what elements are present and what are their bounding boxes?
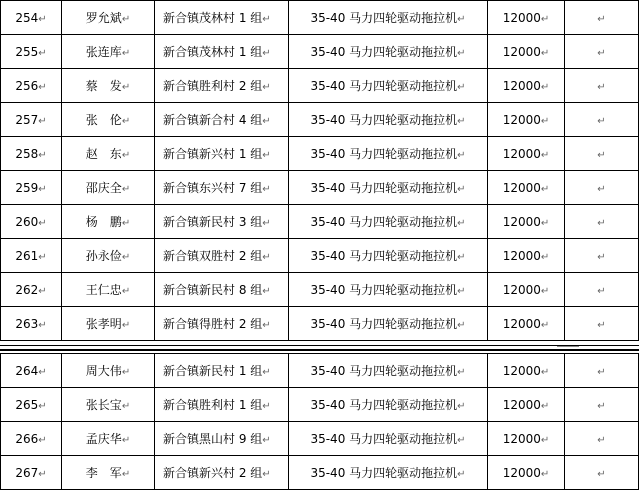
- cell-address-text: 新合镇新民村 1 组: [163, 364, 263, 378]
- cell-address: [155, 103, 289, 137]
- paragraph-mark-icon: ↵: [457, 82, 466, 93]
- table-row: [1, 273, 639, 307]
- paragraph-mark-icon: ↵: [121, 286, 131, 297]
- cell-number: [1, 456, 62, 490]
- cell-machine-text: 35-40 马力四轮驱动拖拉机: [310, 11, 458, 25]
- table-row: [1, 422, 639, 456]
- paragraph-mark-icon: ↵: [121, 401, 131, 412]
- paragraph-mark-icon: ↵: [38, 285, 47, 297]
- cell-note: [565, 307, 639, 341]
- cell-address-text: 新合镇胜利村 1 组: [163, 398, 263, 412]
- paragraph-mark-icon: ↵: [262, 435, 271, 446]
- cell-name: [62, 103, 155, 137]
- table-row: [1, 388, 639, 422]
- paragraph-mark-icon: ↵: [457, 184, 466, 195]
- paragraph-mark-icon: ↵: [121, 82, 131, 93]
- paragraph-mark-icon: ↵: [457, 116, 466, 127]
- paragraph-mark-icon: ↵: [457, 150, 466, 161]
- paragraph-mark-icon: ↵: [540, 81, 550, 93]
- paragraph-mark-icon: ↵: [262, 367, 271, 378]
- cell-address: [155, 137, 289, 171]
- cell-address-text: 新合镇新民村 8 组: [163, 283, 263, 297]
- cell-number: [1, 239, 62, 273]
- paragraph-mark-icon: ↵: [540, 13, 550, 25]
- cell-name-text: 张长宝: [85, 398, 122, 412]
- cell-name: [62, 35, 155, 69]
- cell-machine: [289, 205, 488, 239]
- cell-name: [62, 137, 155, 171]
- paragraph-mark-icon: ↵: [38, 366, 47, 378]
- paragraph-mark-icon: ↵: [38, 400, 47, 412]
- paragraph-mark-icon: ↵: [121, 469, 131, 480]
- cell-note: [565, 239, 639, 273]
- cell-machine-text: 35-40 马力四轮驱动拖拉机: [310, 113, 458, 127]
- paragraph-mark-icon: ↵: [121, 435, 131, 446]
- cell-note: [565, 103, 639, 137]
- cell-address-text: 新合镇茂林村 1 组: [163, 45, 263, 59]
- paragraph-mark-icon: ↵: [540, 251, 550, 263]
- cell-machine: [289, 171, 488, 205]
- cell-machine-text: 35-40 马力四轮驱动拖拉机: [310, 45, 458, 59]
- cell-number-text: 258: [15, 146, 39, 161]
- cell-name: [62, 205, 155, 239]
- table-row: [1, 456, 639, 490]
- cell-machine: [289, 35, 488, 69]
- separator-mark: [557, 346, 579, 350]
- paragraph-mark-icon: ↵: [540, 285, 550, 297]
- cell-number: [1, 422, 62, 456]
- cell-name: [62, 307, 155, 341]
- cell-machine-text: 35-40 马力四轮驱动拖拉机: [310, 364, 458, 378]
- cell-note: [565, 205, 639, 239]
- table-row: [1, 239, 639, 273]
- cell-address: [155, 1, 289, 35]
- cell-number: [1, 103, 62, 137]
- cell-machine-text: 35-40 马力四轮驱动拖拉机: [310, 317, 458, 331]
- cell-name-text: 杨 鹏: [85, 215, 122, 229]
- paragraph-mark-icon: ↵: [38, 47, 47, 59]
- paragraph-mark-icon: ↵: [597, 47, 606, 59]
- paragraph-mark-icon: ↵: [597, 149, 606, 161]
- cell-note: [565, 171, 639, 205]
- cell-number-text: 261: [15, 248, 39, 263]
- paragraph-mark-icon: ↵: [540, 400, 550, 412]
- subsidy-table-bottom: [0, 353, 639, 490]
- paragraph-mark-icon: ↵: [262, 252, 271, 263]
- paragraph-mark-icon: ↵: [597, 366, 606, 378]
- paragraph-mark-icon: ↵: [38, 115, 47, 127]
- cell-address: [155, 35, 289, 69]
- paragraph-mark-icon: ↵: [540, 468, 550, 480]
- cell-amount-text: 12000: [502, 465, 541, 480]
- cell-machine: [289, 137, 488, 171]
- cell-amount: [488, 354, 565, 388]
- cell-note: [565, 69, 639, 103]
- table-row: [1, 354, 639, 388]
- cell-address-text: 新合镇胜利村 2 组: [163, 79, 263, 93]
- table-row: [1, 103, 639, 137]
- paragraph-mark-icon: ↵: [121, 367, 131, 378]
- paragraph-mark-icon: ↵: [262, 82, 271, 93]
- cell-number-text: 263: [15, 316, 39, 331]
- cell-amount-text: 12000: [502, 431, 541, 446]
- paragraph-mark-icon: ↵: [262, 184, 271, 195]
- cell-amount: [488, 422, 565, 456]
- cell-machine: [289, 422, 488, 456]
- cell-name-text: 王仁忠: [85, 283, 122, 297]
- cell-machine: [289, 103, 488, 137]
- cell-amount: [488, 456, 565, 490]
- paragraph-mark-icon: ↵: [597, 468, 606, 480]
- cell-machine-text: 35-40 马力四轮驱动拖拉机: [310, 147, 458, 161]
- cell-amount: [488, 35, 565, 69]
- paragraph-mark-icon: ↵: [540, 183, 550, 195]
- cell-amount-text: 12000: [502, 44, 541, 59]
- paragraph-mark-icon: ↵: [540, 366, 550, 378]
- cell-number-text: 265: [15, 397, 39, 412]
- cell-number-text: 259: [15, 180, 39, 195]
- paragraph-mark-icon: ↵: [262, 150, 271, 161]
- cell-name-text: 赵 东: [85, 147, 122, 161]
- cell-machine: [289, 1, 488, 35]
- cell-note: [565, 1, 639, 35]
- cell-machine-text: 35-40 马力四轮驱动拖拉机: [310, 466, 458, 480]
- cell-number-text: 262: [15, 282, 39, 297]
- cell-name-text: 孟庆华: [85, 432, 122, 446]
- cell-address-text: 新合镇新兴村 2 组: [163, 466, 263, 480]
- paragraph-mark-icon: ↵: [121, 252, 131, 263]
- cell-address-text: 新合镇新民村 3 组: [163, 215, 263, 229]
- cell-number-text: 255: [15, 44, 39, 59]
- cell-number-text: 254: [15, 10, 39, 25]
- paragraph-mark-icon: ↵: [262, 286, 271, 297]
- cell-address-text: 新合镇新兴村 1 组: [163, 147, 263, 161]
- cell-name: [62, 69, 155, 103]
- cell-address: [155, 388, 289, 422]
- cell-number-text: 267: [15, 465, 39, 480]
- cell-name-text: 邵庆全: [85, 181, 122, 195]
- paragraph-mark-icon: ↵: [121, 48, 131, 59]
- cell-amount-text: 12000: [502, 78, 541, 93]
- cell-machine: [289, 307, 488, 341]
- cell-amount: [488, 388, 565, 422]
- cell-address: [155, 69, 289, 103]
- cell-number: [1, 307, 62, 341]
- paragraph-mark-icon: ↵: [540, 115, 550, 127]
- cell-number-text: 257: [15, 112, 39, 127]
- paragraph-mark-icon: ↵: [121, 320, 131, 331]
- table-row: [1, 1, 639, 35]
- table-row: [1, 137, 639, 171]
- cell-note: [565, 422, 639, 456]
- cell-note: [565, 35, 639, 69]
- paragraph-mark-icon: ↵: [597, 217, 606, 229]
- paragraph-mark-icon: ↵: [597, 251, 606, 263]
- paragraph-mark-icon: ↵: [38, 434, 47, 446]
- cell-name: [62, 273, 155, 307]
- cell-address: [155, 422, 289, 456]
- paragraph-mark-icon: ↵: [540, 319, 550, 331]
- table-row: [1, 171, 639, 205]
- cell-name-text: 罗允斌: [85, 11, 122, 25]
- cell-name: [62, 388, 155, 422]
- cell-amount-text: 12000: [502, 363, 541, 378]
- paragraph-mark-icon: ↵: [457, 218, 466, 229]
- paragraph-mark-icon: ↵: [540, 217, 550, 229]
- paragraph-mark-icon: ↵: [597, 434, 606, 446]
- paragraph-mark-icon: ↵: [457, 286, 466, 297]
- separator-line: [0, 349, 639, 351]
- paragraph-mark-icon: ↵: [457, 367, 466, 378]
- cell-address-text: 新合镇黑山村 9 组: [163, 432, 263, 446]
- cell-address-text: 新合镇茂林村 1 组: [163, 11, 263, 25]
- paragraph-mark-icon: ↵: [597, 81, 606, 93]
- cell-address: [155, 307, 289, 341]
- paragraph-mark-icon: ↵: [121, 150, 131, 161]
- cell-number: [1, 171, 62, 205]
- cell-name-text: 张连库: [85, 45, 122, 59]
- paragraph-mark-icon: ↵: [38, 183, 47, 195]
- cell-machine-text: 35-40 马力四轮驱动拖拉机: [310, 79, 458, 93]
- cell-address: [155, 456, 289, 490]
- paragraph-mark-icon: ↵: [262, 116, 271, 127]
- cell-address: [155, 205, 289, 239]
- cell-machine: [289, 273, 488, 307]
- cell-amount-text: 12000: [502, 248, 541, 263]
- paragraph-mark-icon: ↵: [597, 115, 606, 127]
- cell-number: [1, 137, 62, 171]
- table-row: [1, 35, 639, 69]
- paragraph-mark-icon: ↵: [38, 468, 47, 480]
- cell-machine: [289, 239, 488, 273]
- separator-line: [0, 345, 639, 346]
- paragraph-mark-icon: ↵: [457, 320, 466, 331]
- cell-number-text: 264: [15, 363, 39, 378]
- cell-amount: [488, 103, 565, 137]
- cell-name: [62, 422, 155, 456]
- cell-address: [155, 354, 289, 388]
- paragraph-mark-icon: ↵: [457, 401, 466, 412]
- cell-name: [62, 456, 155, 490]
- cell-amount-text: 12000: [502, 214, 541, 229]
- paragraph-mark-icon: ↵: [262, 469, 271, 480]
- cell-address: [155, 239, 289, 273]
- cell-machine-text: 35-40 马力四轮驱动拖拉机: [310, 283, 458, 297]
- cell-note: [565, 354, 639, 388]
- paragraph-mark-icon: ↵: [457, 252, 466, 263]
- cell-number: [1, 69, 62, 103]
- cell-amount: [488, 171, 565, 205]
- table-body: [1, 1, 639, 341]
- cell-name-text: 张 伦: [85, 113, 122, 127]
- cell-amount: [488, 273, 565, 307]
- cell-name-text: 蔡 发: [85, 79, 122, 93]
- cell-address: [155, 171, 289, 205]
- cell-address-text: 新合镇得胜村 2 组: [163, 317, 263, 331]
- table-body: [1, 354, 639, 490]
- cell-number-text: 266: [15, 431, 39, 446]
- paragraph-mark-icon: ↵: [597, 13, 606, 25]
- paragraph-mark-icon: ↵: [262, 218, 271, 229]
- cell-machine-text: 35-40 马力四轮驱动拖拉机: [310, 398, 458, 412]
- cell-note: [565, 273, 639, 307]
- cell-amount-text: 12000: [502, 282, 541, 297]
- cell-machine-text: 35-40 马力四轮驱动拖拉机: [310, 215, 458, 229]
- paragraph-mark-icon: ↵: [121, 116, 131, 127]
- cell-machine: [289, 354, 488, 388]
- paragraph-mark-icon: ↵: [597, 183, 606, 195]
- cell-address-text: 新合镇双胜村 2 组: [163, 249, 263, 263]
- paragraph-mark-icon: ↵: [262, 14, 271, 25]
- cell-amount: [488, 1, 565, 35]
- paragraph-mark-icon: ↵: [457, 48, 466, 59]
- cell-note: [565, 388, 639, 422]
- cell-number: [1, 1, 62, 35]
- cell-name: [62, 354, 155, 388]
- paragraph-mark-icon: ↵: [38, 81, 47, 93]
- cell-amount: [488, 69, 565, 103]
- cell-note: [565, 137, 639, 171]
- cell-amount-text: 12000: [502, 180, 541, 195]
- cell-number-text: 260: [15, 214, 39, 229]
- cell-address-text: 新合镇新合村 4 组: [163, 113, 263, 127]
- paragraph-mark-icon: ↵: [38, 149, 47, 161]
- cell-machine: [289, 388, 488, 422]
- paragraph-mark-icon: ↵: [597, 285, 606, 297]
- cell-name: [62, 1, 155, 35]
- paragraph-mark-icon: ↵: [38, 251, 47, 263]
- paragraph-mark-icon: ↵: [540, 434, 550, 446]
- paragraph-mark-icon: ↵: [457, 435, 466, 446]
- cell-amount-text: 12000: [502, 112, 541, 127]
- page-break-separator: [0, 344, 639, 353]
- cell-amount-text: 12000: [502, 397, 541, 412]
- table-row: [1, 69, 639, 103]
- cell-machine-text: 35-40 马力四轮驱动拖拉机: [310, 181, 458, 195]
- cell-name-text: 周大伟: [85, 364, 122, 378]
- table-row: [1, 307, 639, 341]
- cell-number: [1, 205, 62, 239]
- paragraph-mark-icon: ↵: [121, 184, 131, 195]
- cell-number-text: 256: [15, 78, 39, 93]
- cell-address-text: 新合镇东兴村 7 组: [163, 181, 263, 195]
- paragraph-mark-icon: ↵: [38, 217, 47, 229]
- cell-amount: [488, 137, 565, 171]
- paragraph-mark-icon: ↵: [457, 469, 466, 480]
- paragraph-mark-icon: ↵: [597, 319, 606, 331]
- paragraph-mark-icon: ↵: [540, 47, 550, 59]
- paragraph-mark-icon: ↵: [597, 400, 606, 412]
- cell-name-text: 张孝明: [85, 317, 122, 331]
- cell-amount-text: 12000: [502, 316, 541, 331]
- paragraph-mark-icon: ↵: [38, 319, 47, 331]
- cell-number: [1, 354, 62, 388]
- cell-name: [62, 171, 155, 205]
- paragraph-mark-icon: ↵: [38, 13, 47, 25]
- cell-number: [1, 388, 62, 422]
- paragraph-mark-icon: ↵: [121, 218, 131, 229]
- cell-machine: [289, 69, 488, 103]
- paragraph-mark-icon: ↵: [457, 14, 466, 25]
- cell-name-text: 李 军: [85, 466, 122, 480]
- cell-amount: [488, 205, 565, 239]
- cell-machine-text: 35-40 马力四轮驱动拖拉机: [310, 249, 458, 263]
- cell-amount-text: 12000: [502, 146, 541, 161]
- cell-amount-text: 12000: [502, 10, 541, 25]
- cell-name: [62, 239, 155, 273]
- cell-amount: [488, 239, 565, 273]
- cell-machine: [289, 456, 488, 490]
- cell-number: [1, 35, 62, 69]
- paragraph-mark-icon: ↵: [262, 48, 271, 59]
- cell-machine-text: 35-40 马力四轮驱动拖拉机: [310, 432, 458, 446]
- table-row: [1, 205, 639, 239]
- cell-note: [565, 456, 639, 490]
- paragraph-mark-icon: ↵: [262, 320, 271, 331]
- paragraph-mark-icon: ↵: [262, 401, 271, 412]
- cell-amount: [488, 307, 565, 341]
- paragraph-mark-icon: ↵: [540, 149, 550, 161]
- cell-number: [1, 273, 62, 307]
- cell-address: [155, 273, 289, 307]
- cell-name-text: 孙永俭: [85, 249, 122, 263]
- paragraph-mark-icon: ↵: [121, 14, 131, 25]
